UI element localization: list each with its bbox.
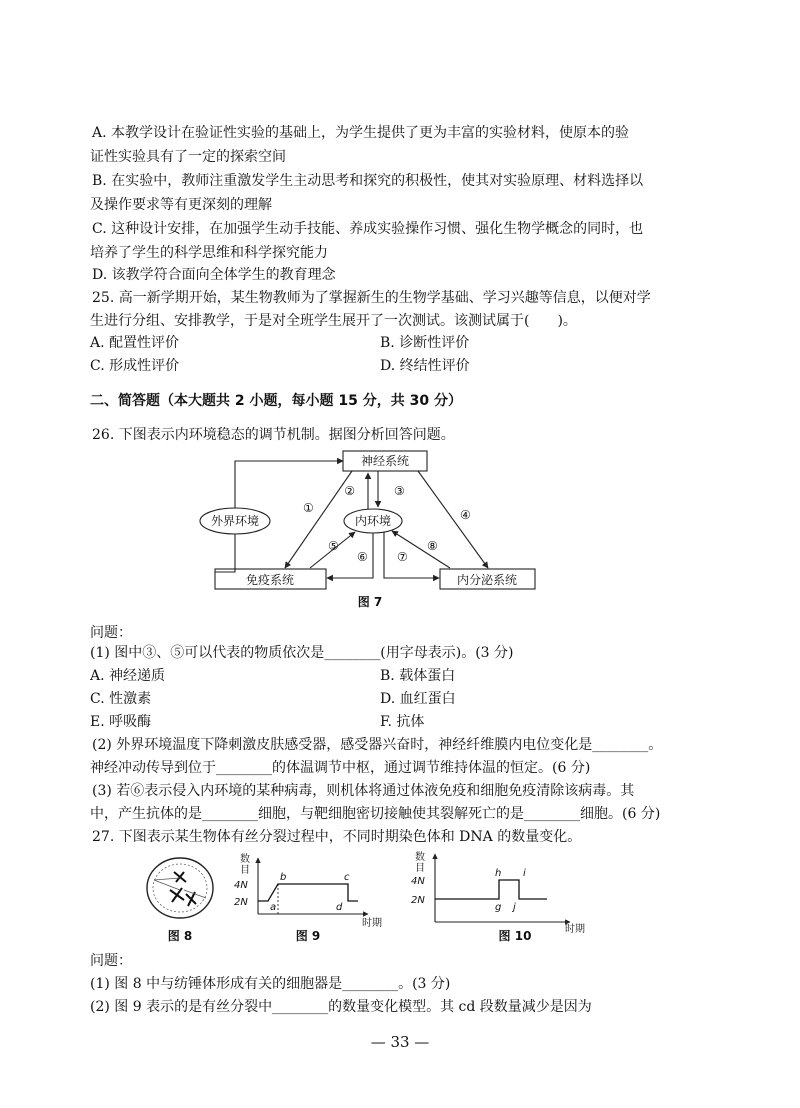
- q25-option-b: B. 诊断性评价: [380, 335, 470, 351]
- fig9-curve: [258, 884, 358, 901]
- fig10-ylabel-2: 目: [415, 863, 425, 874]
- q27-questions-label: 问题：: [90, 953, 132, 969]
- fig10-point-i: i: [523, 868, 526, 879]
- q24-option-c-line2: 培养了学生的科学思维和科学探究能力: [90, 245, 328, 261]
- arrow-4: [418, 471, 488, 568]
- fig9-tick-2n: 2N: [234, 897, 248, 908]
- q24-option-a-line1: A. 本教学设计在验证性实验的基础上，为学生提供了更为丰富的实验材料，使原本的验: [92, 125, 630, 141]
- fig10-curve: [435, 880, 547, 899]
- line-external-to-immune: [215, 534, 235, 572]
- fig10-point-h: h: [495, 868, 502, 879]
- q24-option-c-line1: C. 这种设计安排，在加强学生动手技能、养成实验操作习惯、强化生物学概念的同时，也: [92, 221, 644, 237]
- section-heading: 二、简答题（本大题共 2 小题，每小题 15 分，共 30 分）: [90, 393, 462, 409]
- q27-stem: 27. 下图表示某生物体有丝分裂过程中，不同时期染色体和 DNA 的数量变化。: [92, 829, 582, 845]
- chromosome-2: [170, 888, 184, 902]
- q26-questions-label: 问题：: [90, 625, 132, 641]
- q26-option-a: A. 神经递质: [90, 668, 166, 684]
- q26-option-e: E. 呼吸酶: [90, 714, 152, 730]
- figure-8-caption: 图 8: [167, 929, 193, 943]
- q26-sub2-line2: 神经冲动传导到位于________的体温调节中枢，通过调节维持体温的恒定。(6 分): [90, 760, 591, 776]
- q27-sub1: (1) 图 8 中与纺锤体形成有关的细胞器是________。(3 分): [90, 976, 451, 992]
- fig9-ylabel-1: 数: [240, 854, 250, 865]
- marker-4: ④: [460, 508, 471, 522]
- figure-10-caption: 图 10: [498, 929, 532, 943]
- fig10-tick-2n: 2N: [411, 895, 425, 906]
- q24-option-a-line2: 证性实验具有了一定的探索空间: [90, 149, 286, 165]
- q26-sub2-line1: (2) 外界环境温度下降刺激皮肤感受器，感受器兴奋时，神经纤维膜内电位变化是________。: [92, 737, 663, 753]
- fig9-point-a: a: [270, 902, 277, 913]
- chromosome-1: [174, 872, 186, 882]
- fig9-ylabel-2: 目: [240, 865, 250, 876]
- marker-6: ⑥: [357, 550, 368, 564]
- marker-2: ②: [344, 484, 355, 498]
- fig9-xlabel: 时期: [362, 918, 382, 929]
- q24-option-b-line2: 及操作要求等有更深刻的理解: [90, 197, 272, 213]
- figure-7-caption: 图 7: [357, 595, 383, 609]
- fig9-point-b: b: [280, 872, 287, 883]
- fig10-tick-4n: 4N: [411, 876, 425, 887]
- figure-7-diagram: [180, 444, 540, 614]
- fig10-xlabel: 时期: [565, 924, 585, 935]
- figure-9-chart: [228, 848, 388, 945]
- label-endocrine-system: 内分泌系统: [456, 573, 518, 587]
- figure-10-chart: [405, 848, 605, 945]
- spindle-fibers: [154, 878, 206, 898]
- cell-interior-dots: [153, 864, 207, 912]
- q26-sub1: (1) 图中③、⑤可以代表的物质依次是________(用字母表示)。(3 分): [90, 645, 514, 661]
- label-nervous-system: 神经系统: [360, 454, 410, 468]
- chromosomes-group: [170, 872, 196, 906]
- fig10-point-g: g: [495, 902, 502, 913]
- q24-option-b-line1: B. 在实验中，教师注重激发学生主动思考和探究的积极性，使其对实验原理、材料选择以: [92, 173, 644, 189]
- q25-option-a: A. 配置性评价: [90, 335, 180, 351]
- q24-option-d: D. 该教学符合面向全体学生的教育理念: [92, 267, 336, 283]
- marker-7: ⑦: [397, 550, 408, 564]
- fig10-point-j: j: [513, 902, 516, 913]
- fig10-ylabel-1: 数: [415, 852, 425, 863]
- page-number: — 33 —: [370, 1033, 430, 1051]
- marker-5: ⑤: [328, 539, 339, 553]
- q27-sub2: (2) 图 9 表示的是有丝分裂中________的数量变化模型。其 cd 段数量减少是因为: [90, 999, 592, 1015]
- q25-stem-line1: 25. 高一新学期开始，某生物教师为了掌握新生的生物学基础、学习兴趣等信息，以便对学: [92, 290, 651, 306]
- q26-stem: 26. 下图表示内环境稳态的调节机制。据图分析回答问题。: [92, 427, 455, 443]
- arrow-1: [285, 471, 352, 568]
- marker-3: ③: [394, 484, 405, 498]
- q25-stem-line2: 生进行分组、安排教学，于是对全班学生展开了一次测试。该测试属于( )。: [90, 313, 577, 329]
- fig9-tick-4n: 4N: [234, 880, 248, 891]
- figure-9-caption: 图 9: [295, 929, 321, 943]
- q26-option-c: C. 性激素: [90, 691, 152, 707]
- q26-option-d: D. 血红蛋白: [380, 691, 456, 707]
- fig9-point-c: c: [344, 872, 350, 883]
- arrow-external-to-nervous: [235, 461, 343, 508]
- figure-8-cell: [140, 850, 220, 945]
- fig9-point-d: d: [336, 902, 343, 913]
- q26-option-f: F. 抗体: [380, 714, 425, 730]
- q25-option-d: D. 终结性评价: [380, 358, 470, 374]
- q25-option-c: C. 形成性评价: [90, 358, 180, 374]
- marker-8: ⑧: [427, 539, 438, 553]
- label-external-environment: 外界环境: [210, 514, 260, 528]
- marker-1: ①: [303, 501, 314, 515]
- label-internal-environment: 内环境: [354, 514, 392, 528]
- q26-option-b: B. 载体蛋白: [380, 668, 456, 684]
- q26-sub3-line2: 中，产生抗体的是________细胞，与靶细胞密切接触使其裂解死亡的是________细胞。(6 分): [90, 806, 661, 822]
- label-immune-system: 免疫系统: [245, 573, 295, 587]
- q26-sub3-line1: (3) 若⑥表示侵入内环境的某种病毒，则机体将通过体液免疫和细胞免疫清除该病毒。其: [92, 783, 635, 799]
- cell-membrane: [147, 858, 213, 918]
